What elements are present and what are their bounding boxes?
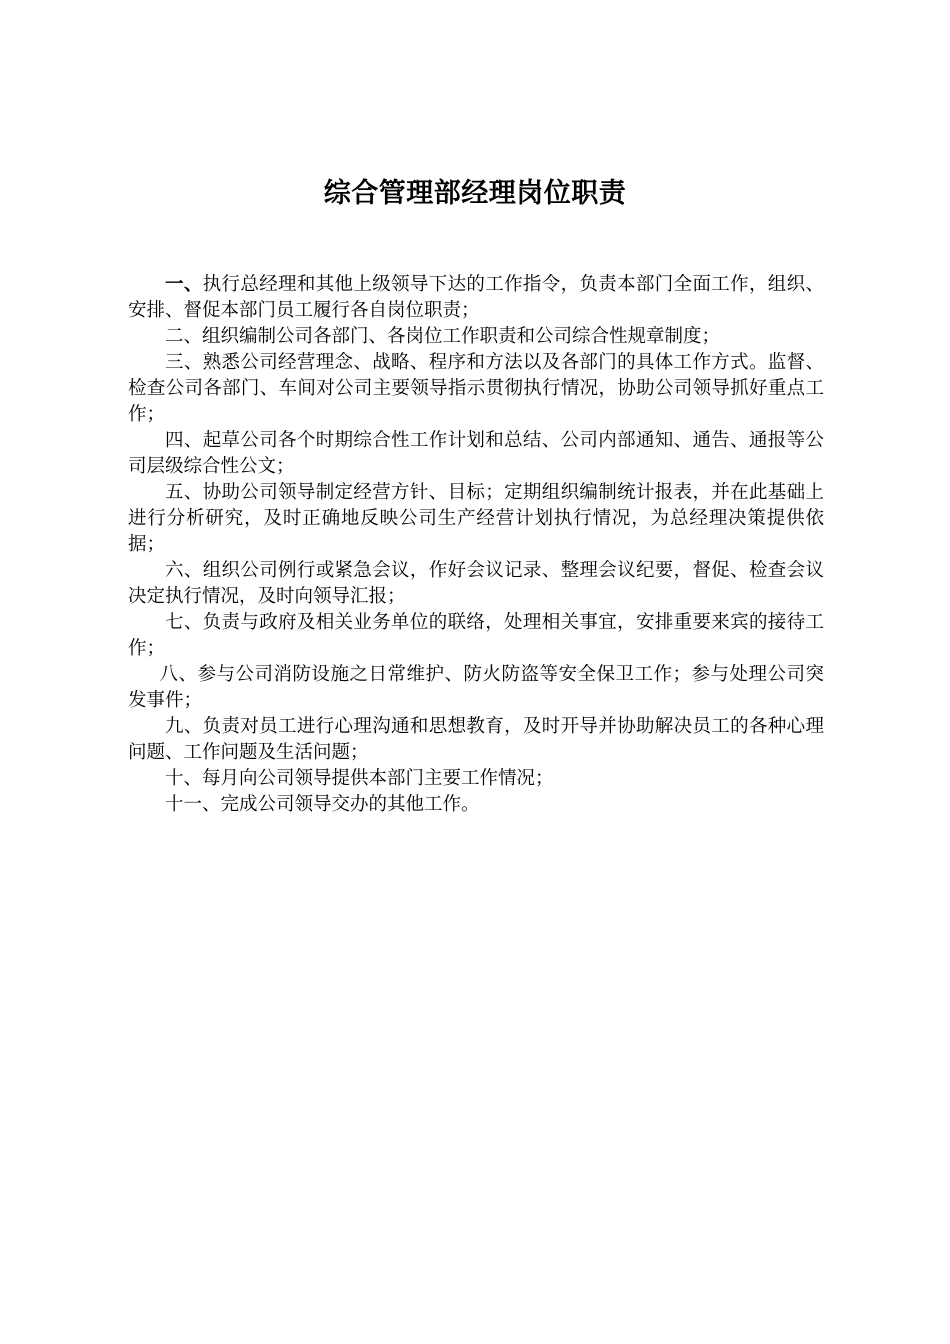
page-title: 综合管理部经理岗位职责: [323, 178, 627, 209]
duty-item-8: [128, 662, 824, 714]
duty-text: 协助公司领导制定经营方针、目标；定期组织编制统计报表，并在此基础上进行分析研究，及时正确地反映公司生产经营计划执行情况，为总经理决策提供依据；: [128, 482, 824, 555]
duties-list: [128, 272, 824, 818]
duty-item-1: [128, 272, 824, 324]
duty-number: 十一、: [165, 794, 221, 815]
duty-text: 起草公司各个时期综合性工作计划和总结、公司内部通知、通告、通报等公司层级综合性公文；: [128, 430, 824, 477]
duty-number: 六、: [165, 560, 203, 581]
duty-number: 四、: [165, 430, 203, 451]
duty-item-7: [128, 610, 824, 662]
duty-number: 八、: [159, 664, 198, 685]
duty-number: 三、: [165, 352, 203, 373]
duty-number: 一、: [165, 274, 203, 295]
duty-item-9: [128, 714, 824, 766]
duty-text: 组织公司例行或紧急会议，作好会议记录、整理会议纪要，督促、检查会议决定执行情况，及时向领导汇报；: [128, 560, 824, 607]
duty-number: 九、: [165, 716, 203, 737]
duty-item-6: [128, 558, 824, 610]
duty-text: 负责与政府及相关业务单位的联络，处理相关事宜，安排重要来宾的接待工作；: [128, 612, 824, 659]
duty-item-4: [128, 428, 824, 480]
duty-text: 执行总经理和其他上级领导下达的工作指令，负责本部门全面工作，组织、安排、督促本部门员工履行各自岗位职责；: [128, 274, 824, 321]
duty-item-11: [128, 792, 824, 818]
duty-item-2: [128, 324, 824, 350]
duty-number: 二、: [165, 326, 203, 347]
duty-text: 完成公司领导交办的其他工作。: [220, 794, 480, 815]
duty-number: 五、: [165, 482, 203, 503]
duty-number: 七、: [165, 612, 203, 633]
duty-item-3: [128, 350, 824, 428]
duty-text: 组织编制公司各部门、各岗位工作职责和公司综合性规章制度；: [202, 326, 721, 347]
duty-item-5: [128, 480, 824, 558]
duty-text: 每月向公司领导提供本部门主要工作情况；: [202, 768, 554, 789]
duty-number: 十、: [165, 768, 203, 789]
duty-text: 负责对员工进行心理沟通和思想教育，及时开导并协助解决员工的各种心理问题、工作问题及生活问题；: [128, 716, 824, 763]
duty-text: 参与公司消防设施之日常维护、防火防盗等安全保卫工作；参与处理公司突发事件；: [128, 664, 824, 711]
duty-text: 熟悉公司经营理念、战略、程序和方法以及各部门的具体工作方式。监督、检查公司各部门、车间对公司主要领导指示贯彻执行情况，协助公司领导抓好重点工作；: [128, 352, 824, 425]
duty-item-10: [128, 766, 824, 792]
